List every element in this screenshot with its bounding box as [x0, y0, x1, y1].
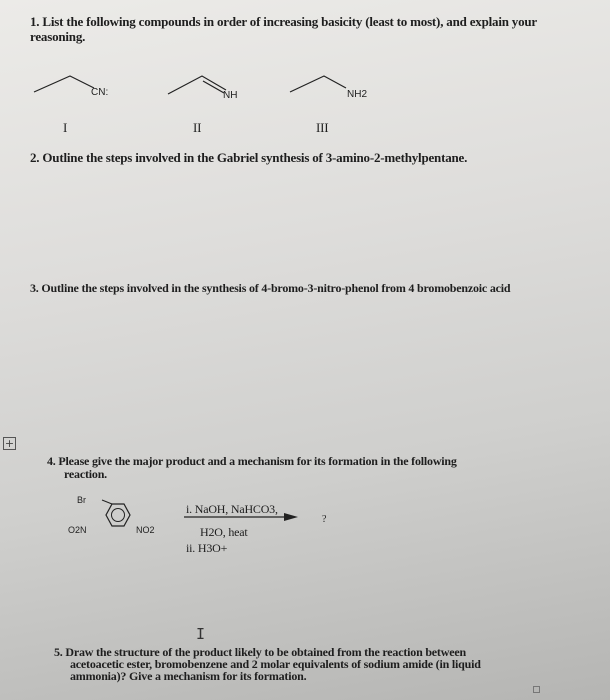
reactant-o2n: O2N — [68, 525, 87, 535]
square-icon[interactable] — [533, 686, 540, 693]
reactant-no2: NO2 — [136, 525, 155, 535]
product-unknown: ? — [322, 514, 327, 525]
compound-ii-label: NH — [223, 90, 238, 101]
q5-line3: ammonia)? Give a mechanism for its formation. — [70, 669, 307, 683]
q1-line2: reasoning. — [30, 29, 86, 44]
q3-text: 3. Outline the steps involved in the synthesis of 4-bromo-3-nitro-phenol from 4 bromobenzoic acid — [30, 281, 511, 295]
text-cursor-icon: I — [196, 625, 206, 643]
reactant-br: Br — [77, 495, 86, 505]
q2-text: 2. Outline the steps involved in the Gabriel synthesis of 3-amino-2-methylpentane. — [30, 150, 468, 165]
compound-i-numeral: I — [63, 120, 68, 135]
q5-line2: acetoacetic ester, bromobenzene and 2 molar equivalents of sodium amide (in liquid — [70, 657, 481, 671]
q4-line2: reaction. — [64, 467, 107, 481]
reagent-1: i. NaOH, NaHCO3, — [186, 502, 278, 516]
compound-i-label: CN: — [91, 87, 109, 98]
reagent-2: H2O, heat — [200, 525, 248, 539]
compound-ii-numeral: II — [193, 120, 202, 135]
compound-iii-label: NH2 — [347, 89, 368, 100]
plus-box-icon[interactable]: + — [4, 437, 15, 450]
reaction-arrow — [184, 513, 304, 521]
q5-line1: 5. Draw the structure of the product likely to be obtained from the reaction between — [54, 645, 466, 659]
reagent-3: ii. H3O+ — [186, 541, 228, 555]
q1-line1: 1. List the following compounds in order of increasing basicity (least to most), and explain your — [30, 14, 538, 29]
q4-line1: 4. Please give the major product and a mechanism for its formation in the following — [47, 454, 457, 468]
compound-iii-numeral: III — [316, 120, 329, 135]
